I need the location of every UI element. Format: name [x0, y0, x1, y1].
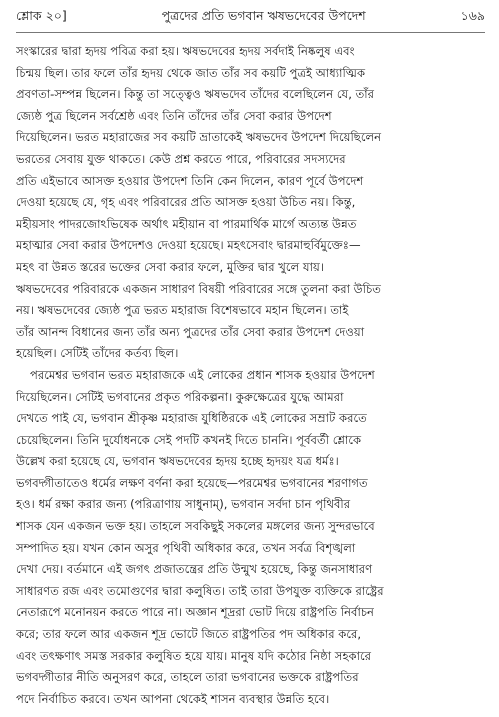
text-line: করে; তার ফলে আর একজন শূদ্র ভোটে জিতে রাষ্ট্রপতির পদ অধিকার করে, — [16, 627, 362, 642]
text-line: সংস্কারের দ্বারা হৃদয় পবিত্র করা হয়। ঋষভদেবের হৃদয় সর্বদাই নিষ্কলুষ এবং — [16, 44, 355, 58]
text-line: জ্যেষ্ঠ পুত্র ছিলেন সর্বশ্রেষ্ঠ এবং তিনি তাঁদের তাঁর সেবা করার উপদেশ — [16, 108, 332, 123]
text-line: দেওয়া হয়েছে যে, গৃহ এবং পরিবারের প্রতি আসক্ত হওয়া উচিত নয়। কিন্তু, — [16, 195, 356, 210]
text-line: তাঁর আনন্দ বিধানের জন্য তাঁর অন্য পুত্রদের তাঁর সেবা করার উপদেশ দেওয়া — [16, 324, 365, 339]
text-line: হয়েছিল। সেটিই তাঁদের কর্তব্য ছিল। — [16, 346, 179, 361]
text-line: সম্পাদিত হয়। যখন কোন অসুর পৃথিবী অধিকার করে, তখন সর্বত্র বিশৃঙ্খলা — [16, 540, 356, 555]
text-line: নেতারূপে মনোনয়ন করতে পারে না। অজ্ঞান শূদ্ররা ভোট দিয়ে রাষ্ট্রপতি নির্বাচন — [16, 605, 374, 620]
text-line: হও। ধর্ম রক্ষা করার জন্য (পরিত্রাণায় সাধুনাম্), ভগবান সর্বদা চান পৃথিবীর — [16, 497, 351, 512]
text-line: মহীয়সাং পাদরজোঽভিষেক অর্থাৎ মহীয়ান বা পারমার্থিক মার্গে অত্যন্ত উন্নত — [16, 216, 357, 231]
text-line: প্রতি এইভাবে আসক্ত হওয়ার উপদেশ তিনি কেন দিলেন, কারণ পূর্বে উপদেশ — [16, 173, 364, 188]
text-line: মহৎ বা উন্নত স্তরের ভক্তের সেবা করার ফলে, মুক্তির দ্বার খুলে যায়। — [16, 259, 324, 274]
page-number: ১৬৯ — [460, 8, 485, 23]
paragraph-start-line: পরমেশ্বর ভগবান ভরত মহারাজকে এই লোকের প্রধান শাসক হওয়ার উপদেশ — [30, 367, 375, 382]
text-line: ভগবদ্গীতার নীতি অনুসরণ করে, তাহলে তারা ভগবানের ভক্তকে রাষ্ট্রপতির — [16, 670, 359, 685]
text-line: ঋষভদেবের পরিবারকে একজন সাধারণ বিষয়ী পরিবারের সঙ্গে তুলনা করা উচিত — [16, 281, 381, 296]
text-line: চেয়েছিলেন। তিনি দুর্যোধনকে সেই পদটি কখনই দিতে চাননি। পূর্ববর্তী শ্লোকে — [16, 432, 362, 447]
text-line: দেখা দেয়। বর্তমানে এই জগৎ প্রজাতন্ত্রের প্রতি উন্মুখ হয়েছে, কিন্তু জনসাধারণ — [16, 562, 373, 577]
text-line: পদে নির্বাচিত করবে। তখন আপনা থেকেই শাসন ব্যবস্থার উন্নতি হবে। — [16, 691, 330, 706]
verse-reference: শ্লোক ২০] — [16, 8, 67, 23]
text-line: উল্লেখ করা হয়েছে যে, ভগবান ঋষভদেবের হৃদয় হচ্ছে হৃদয়ং যত্র ধর্মঃ। — [16, 454, 339, 469]
text-line: মহাত্মার সেবা করার উপদেশও দেওয়া হয়েছে। মহৎসেবাং দ্বারমাহুর্বিমুক্তেঃ— — [16, 238, 361, 253]
page-body — [16, 41, 485, 710]
text-line: সাধারণত রজ এবং তমোগুণের দ্বারা কলুষিত। তাই তারা উপযুক্ত ব্যক্তিকে রাষ্ট্রের — [16, 583, 384, 598]
text-line: নয়। ঋষভদেবের জ্যেষ্ঠ পুত্র ভরত মহারাজ বিশেষভাবে মহান ছিলেন। তাই — [16, 303, 349, 318]
text-line: শাসক যেন একজন ভক্ত হয়। তাহলে সবকিছুই সকলের মঙ্গলের জন্য সুন্দরভাবে — [16, 519, 375, 534]
text-line: দেখতে পাই যে, ভগবান শ্রীকৃষ্ণ মহারাজ যুধিষ্ঠিরকে এই লোকের সম্রাট করতে — [16, 411, 367, 426]
text-line: দিয়েছিলেন। সেটিই ভগবানের প্রকৃত পরিকল্পনা। কুরুক্ষেত্রের যুদ্ধে আমরা — [16, 389, 344, 404]
text-line: চিন্ময় ছিল। তার ফলে তাঁর হৃদয় থেকে জাত তাঁর সব কয়টি পুত্রই আধ্যাত্মিক — [16, 65, 366, 80]
text-line: দিয়েছিলেন। ভরত মহারাজের সব কয়টি ভ্রাতাকেই ঋষভদেব উপদেশ দিয়েছিলেন — [16, 130, 382, 145]
text-line: ভগবদ্গীতাতেও ধর্মের লক্ষণ বর্ণনা করা হয়েছে—পরমেশ্বর ভগবানের শরণাগত — [16, 475, 368, 490]
text-line: এবং তৎক্ষণাৎ সমস্ত সরকার কলুষিত হয়ে যায়। মানুষ যদি কঠোর নিষ্ঠা সহকারে — [16, 648, 372, 663]
text-line: প্রবণতা-সম্পন্ন ছিলেন। কিন্তু তা সত্ত্বেও ঋষভদেব তাঁদের বলেছিলেন যে, তাঁর — [16, 87, 375, 102]
chapter-title: পুত্রদের প্রতি ভগবান ঋষভদেবের উপদেশ — [161, 8, 366, 23]
text-line: ভরতের সেবায় যুক্ত থাকতে। কেউ প্রশ্ন করতে পারে, পরিবারের সদস্যদের — [16, 151, 346, 166]
page-header — [16, 8, 485, 33]
